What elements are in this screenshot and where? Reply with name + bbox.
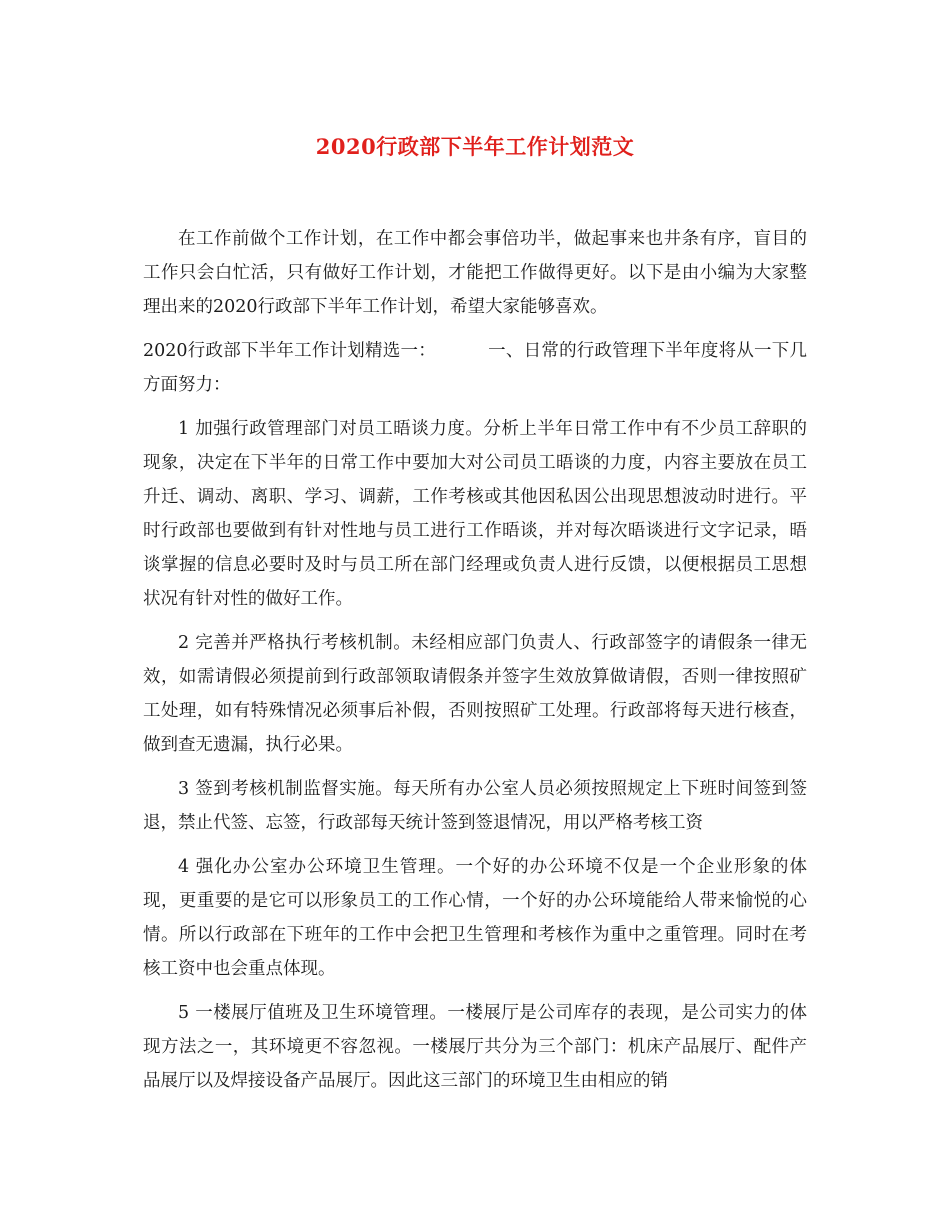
- intro-paragraph: 在工作前做个工作计划，在工作中都会事倍功半，做起事来也井条有序，盲目的工作只会白忙活，只有做好工作计划，才能把工作做得更好。以下是由小编为大家整理出来的2020行政部下半年工作计划，希望大家能够喜欢。: [143, 229, 807, 317]
- document-title: 2020行政部下半年工作计划范文: [315, 134, 635, 159]
- list-item: 2 完善并严格执行考核机制。未经相应部门负责人、行政部签字的请假条一律无效，如需请假必须提前到行政部领取请假条并签字生效放算做请假，否则一律按照矿工处理，如有特殊情况必须事后补假，否则按照矿工处理。行政部将每天进行核查，做到查无遗漏，执行必果。: [143, 633, 807, 755]
- selection-paragraph: [143, 334, 807, 402]
- section-one-heading: 一、日常的行政管理下半年度将从一下几方面努力：: [143, 341, 808, 395]
- list-item: 5 一楼展厅值班及卫生环境管理。一楼展厅是公司库存的表现，是公司实力的体现方法之一，其环境更不容忽视。一楼展厅共分为三个部门：机床产品展厅、配件产品展厅以及焊接设备产品展厅。因此这三部门的环境卫生由相应的销: [143, 1003, 807, 1091]
- list-item: 1 加强行政管理部门对员工晤谈力度。分析上半年日常工作中有不少员工辞职的现象，决定在下半年的日常工作中要加大对公司员工晤谈的力度，内容主要放在员工升迁、调动、离职、学习、调薪，工作考核或其他因私因公出现思想波动时进行。平时行政部也要做到有针对性地与员工进行工作晤谈，并对每次晤谈进行文字记录，晤谈掌握的信息必要时及时与员工所在部门经理或负责人进行反馈，以便根据员工思想状况有针对性的做好工作。: [143, 419, 807, 609]
- selection-label: 2020行政部下半年工作计划精选一：: [143, 341, 436, 361]
- document-body: [143, 222, 807, 1108]
- list-item: 4 强化办公室办公环境卫生管理。一个好的办公环境不仅是一个企业形象的体现，更重要的是它可以形象员工的工作心情，一个好的办公环境能给人带来愉悦的心情。所以行政部在下班年的工作中会把卫生管理和考核作为重中之重管理。同时在考核工资中也会重点体现。: [143, 857, 807, 979]
- list-item: 3 签到考核机制监督实施。每天所有办公室人员必须按照规定上下班时间签到签退，禁止代签、忘签，行政部每天统计签到签退情况，用以严格考核工资: [143, 779, 807, 833]
